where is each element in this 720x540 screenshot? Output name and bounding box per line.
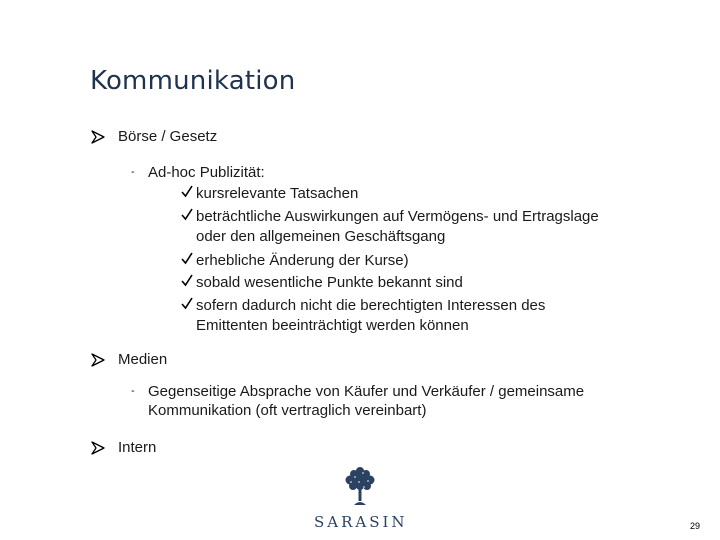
check-icon	[181, 206, 193, 227]
check-item-text: sobald wesentliche Punkte bekannt sind	[196, 274, 463, 291]
bullet-label: Intern	[118, 439, 157, 456]
slide-title: Kommunikation	[90, 66, 296, 96]
check-icon	[181, 183, 193, 204]
check-item-text: Emittenten beeinträchtigt werden können	[196, 317, 469, 334]
check-item-text: erhebliche Änderung der Kurse)	[196, 252, 409, 269]
page-number: 29	[690, 521, 701, 531]
logo-wordmark: SARASIN	[314, 513, 408, 531]
bullet-intern	[91, 439, 156, 456]
bullet-label: Börse / Gesetz	[118, 128, 218, 145]
bullet-medien	[91, 351, 167, 368]
arrow-bullet-icon	[91, 130, 105, 144]
check-icon	[181, 295, 193, 316]
check-icon	[181, 272, 193, 293]
sub-bullet-label: Kommunikation (oft vertraglich vereinbart)	[148, 402, 427, 419]
arrow-bullet-icon	[91, 353, 105, 367]
tree-logo-icon	[344, 465, 376, 509]
check-item-text: beträchtliche Auswirkungen auf Vermögens- und Ertragslage	[196, 208, 599, 225]
sarasin-logo	[314, 465, 406, 535]
dash-bullet: -	[131, 166, 135, 178]
sub-bullet-label: Gegenseitige Absprache von Käufer und Verkäufer / gemeinsame	[148, 383, 585, 400]
dash-bullet: -	[131, 385, 135, 397]
check-icon	[181, 250, 193, 271]
arrow-bullet-icon	[91, 441, 105, 455]
check-item-text: oder den allgemeinen Geschäftsgang	[196, 228, 446, 245]
bullet-boerse-gesetz	[91, 128, 217, 145]
check-item-text: sofern dadurch nicht die berechtigten Interessen des	[196, 297, 546, 314]
bullet-label: Medien	[118, 351, 168, 368]
check-item-text: kursrelevante Tatsachen	[196, 185, 359, 202]
sub-bullet-label: Ad-hoc Publizität:	[148, 164, 265, 181]
